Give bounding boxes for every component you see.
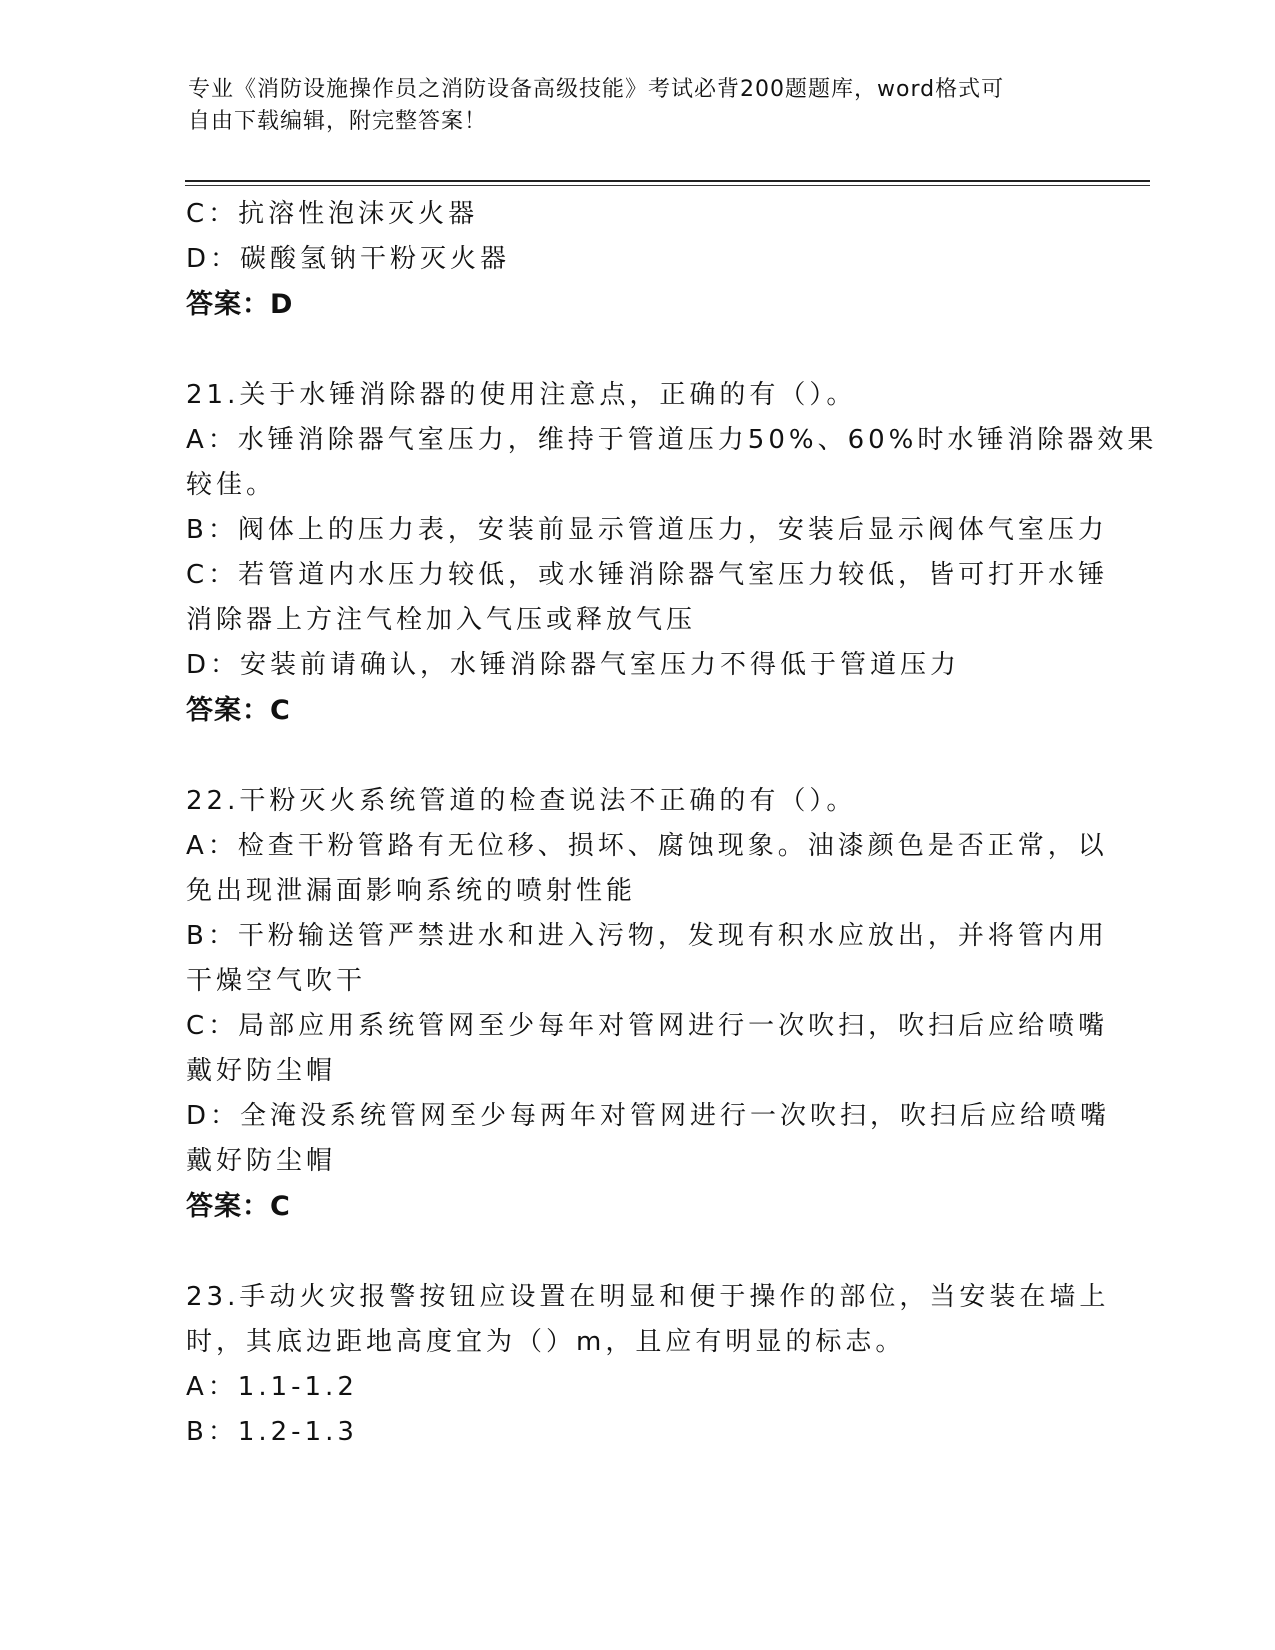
option-a-cont: 免出现泄漏面影响系统的喷射性能 [186, 876, 637, 906]
option-d-cont: 戴好防尘帽 [186, 1146, 337, 1176]
option-a: A：检查干粉管路有无位移、损坏、腐蚀现象。油漆颜色是否正常，以 [186, 831, 1108, 861]
option-c: C：若管道内水压力较低，或水锤消除器气室压力较低，皆可打开水锤 [186, 560, 1109, 590]
option-b-cont: 干燥空气吹干 [186, 966, 367, 996]
option-b: B：阀体上的压力表，安装前显示管道压力，安装后显示阀体气室压力 [186, 515, 1108, 545]
option-c-cont: 戴好防尘帽 [186, 1056, 337, 1086]
previous-question [186, 192, 1086, 327]
option-d: D：安装前请确认，水锤消除器气室压力不得低于管道压力 [186, 650, 961, 680]
document-header [188, 74, 1068, 138]
option-b: B：1.2-1.3 [186, 1417, 358, 1447]
header-divider-thin [185, 185, 1150, 186]
option-a-cont: 较佳。 [186, 470, 277, 500]
option-c: C：局部应用系统管网至少每年对管网进行一次吹扫，吹扫后应给喷嘴 [186, 1011, 1109, 1041]
question-stem: 21.关于水锤消除器的使用注意点，正确的有（）。 [186, 380, 857, 410]
question-stem: 22.干粉灭火系统管道的检查说法不正确的有（）。 [186, 786, 857, 816]
question-21 [186, 373, 1158, 733]
answer: 答案：D [186, 289, 294, 320]
header-line-2: 自由下载编辑，附完整答案！ [188, 109, 488, 134]
question-stem: 23.手动火灾报警按钮应设置在明显和便于操作的部位，当安装在墙上 [186, 1282, 1110, 1312]
option-a: A：1.1-1.2 [186, 1372, 358, 1402]
question-23 [186, 1275, 1110, 1455]
header-divider-thick [185, 180, 1150, 182]
option-c-cont: 消除器上方注气栓加入气压或释放气压 [186, 605, 697, 635]
option-d: D：碳酸氢钠干粉灭火器 [186, 244, 511, 274]
header-line-1: 专业《消防设施操作员之消防设备高级技能》考试必背200题题库，word格式可 [188, 77, 1005, 102]
answer: 答案：C [186, 1191, 291, 1222]
option-b: B：干粉输送管严禁进水和进入污物，发现有积水应放出，并将管内用 [186, 921, 1108, 951]
question-22 [186, 779, 1111, 1229]
option-d: D：全淹没系统管网至少每两年对管网进行一次吹扫，吹扫后应给喷嘴 [186, 1101, 1111, 1131]
question-stem-cont: 时，其底边距地高度宜为（）m，且应有明显的标志。 [186, 1327, 906, 1357]
option-c: C：抗溶性泡沫灭火器 [186, 199, 479, 229]
option-a: A：水锤消除器气室压力，维持于管道压力50%、60%时水锤消除器效果 [186, 425, 1158, 455]
answer: 答案：C [186, 695, 291, 726]
question-list [186, 192, 1158, 1455]
